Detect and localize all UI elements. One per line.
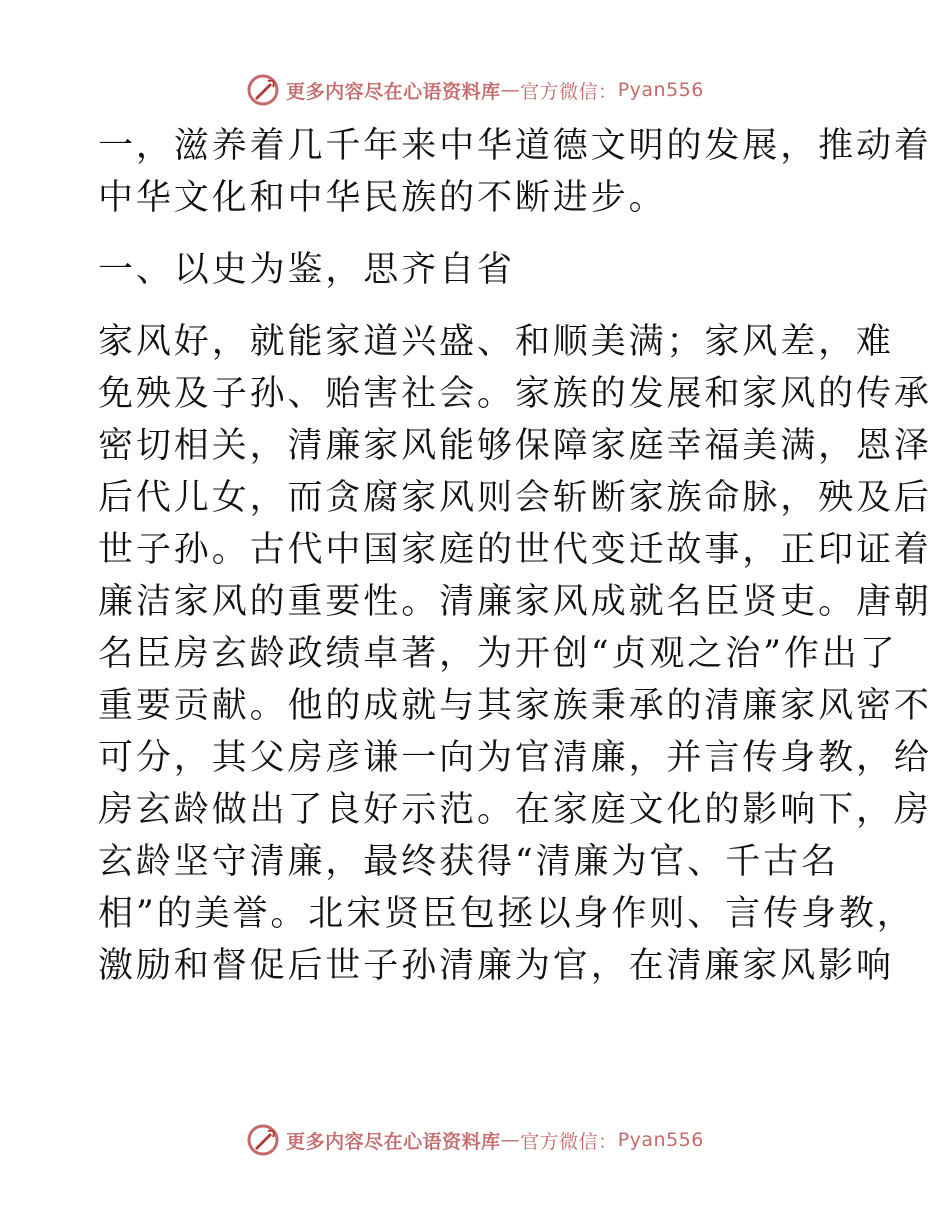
text-line: 重要贡献。他的成就与其家族秉承的清廉家风密不	[98, 686, 932, 726]
header-banner	[0, 70, 950, 110]
section-heading: 一、以史为鉴，思齐自省	[98, 250, 515, 290]
wechat-id: Pyan556	[617, 1129, 704, 1151]
separator-dash: —	[500, 79, 521, 101]
text-line: 家风好，就能家道兴盛、和顺美满；家风差，难	[98, 322, 894, 362]
text-line: 玄龄坚守清廉，最终获得“清廉为官、千古名	[98, 842, 839, 882]
site-name: 更多内容尽在心语资料库	[286, 1130, 501, 1153]
text-line: 房玄龄做出了良好示范。在家庭文化的影响下，房	[98, 790, 932, 830]
quill-logo-icon	[246, 73, 280, 107]
wechat-label: 官方微信：	[520, 1130, 618, 1153]
text-line: 激励和督促后世子孙清廉为官，在清廉家风影响	[98, 946, 894, 986]
text-line: 相”的美誉。北宋贤臣包拯以身作则、言传身教，	[98, 894, 915, 934]
separator-dash: —	[500, 1129, 521, 1151]
text-line: 免殃及子孙、贻害社会。家族的发展和家风的传承	[98, 374, 932, 414]
footer-banner	[0, 1120, 950, 1160]
text-line: 廉洁家风的重要性。清廉家风成就名臣贤吏。唐朝	[98, 582, 932, 622]
text-line: 名臣房玄龄政绩卓著，为开创“贞观之治”作出了	[98, 634, 898, 674]
wechat-label: 官方微信：	[520, 80, 618, 103]
text-line: 世子孙。古代中国家庭的世代变迁故事，正印证着	[98, 530, 932, 570]
document-body	[98, 120, 932, 992]
text-line: 一，滋养着几千年来中华道德文明的发展，推动着	[98, 126, 932, 166]
text-line: 可分，其父房彦谦一向为官清廉，并言传身教，给	[98, 738, 932, 778]
wechat-id: Pyan556	[617, 79, 704, 101]
site-name: 更多内容尽在心语资料库	[286, 80, 501, 103]
text-line: 后代儿女，而贪腐家风则会斩断家族命脉，殃及后	[98, 478, 932, 518]
text-line: 密切相关，清廉家风能够保障家庭幸福美满，恩泽	[98, 426, 932, 466]
text-line: 中华文化和中华民族的不断进步。	[98, 178, 667, 218]
quill-logo-icon	[246, 1123, 280, 1157]
